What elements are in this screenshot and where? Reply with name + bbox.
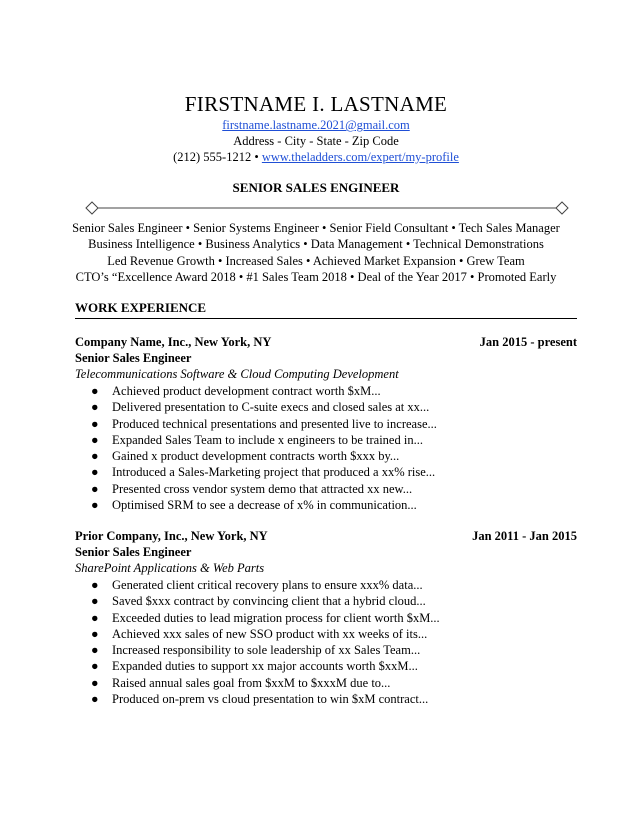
section-title-work-experience: WORK EXPERIENCE bbox=[75, 300, 207, 315]
headline: SENIOR SALES ENGINEER bbox=[232, 180, 400, 195]
achievement-item bbox=[75, 384, 577, 400]
job-dates: Jan 2015 - present bbox=[479, 335, 577, 349]
achievement-item bbox=[75, 400, 577, 416]
contact-separator: • bbox=[254, 150, 259, 164]
achievement-list bbox=[75, 384, 577, 514]
bullet-icon: ● bbox=[91, 626, 99, 641]
achievement-item bbox=[75, 578, 577, 594]
keyword-line-4: CTO’s “Excellence Award 2018 • #1 Sales Team 2018 • Deal of the Year 2017 • Promoted Early bbox=[75, 270, 557, 284]
company-name: Prior Company, Inc., New York, NY bbox=[75, 529, 268, 543]
achievement-text: Presented cross vendor system demo that attracted xx new... bbox=[112, 481, 413, 496]
bullet-icon: ● bbox=[91, 465, 99, 480]
achievement-text: Delivered presentation to C-suite execs and closed sales at xx... bbox=[112, 400, 430, 415]
contact-line bbox=[0, 150, 632, 165]
diamond-divider bbox=[85, 201, 569, 215]
job-focus: SharePoint Applications & Web Parts bbox=[75, 561, 265, 575]
bullet-icon: ● bbox=[91, 675, 99, 690]
diamond-right-icon bbox=[556, 202, 568, 214]
job-entry bbox=[75, 335, 577, 514]
achievement-item bbox=[75, 433, 577, 449]
job-entry bbox=[75, 529, 577, 708]
section-rule bbox=[75, 318, 577, 319]
achievement-item bbox=[75, 498, 577, 514]
achievement-item bbox=[75, 676, 577, 692]
achievement-text: Increased responsibility to sole leadership of xx Sales Team... bbox=[112, 643, 421, 658]
email-link[interactable]: firstname.lastname.2021@gmail.com bbox=[222, 118, 410, 132]
achievement-item bbox=[75, 449, 577, 465]
phone-number: (212) 555-1212 bbox=[173, 150, 252, 164]
achievement-item bbox=[75, 627, 577, 643]
bullet-icon: ● bbox=[91, 659, 99, 674]
achievement-item bbox=[75, 417, 577, 433]
achievement-text: Saved $xxx contract by convincing client that a hybrid cloud... bbox=[112, 594, 426, 609]
keyword-line-3: Led Revenue Growth • Increased Sales • Achieved Market Expansion • Grew Team bbox=[107, 254, 525, 268]
bullet-icon: ● bbox=[91, 432, 99, 447]
bullet-icon: ● bbox=[91, 610, 99, 625]
achievement-item bbox=[75, 594, 577, 610]
job-role: Senior Sales Engineer bbox=[75, 545, 192, 559]
achievement-text: Gained x product development contracts worth $xxx by... bbox=[112, 449, 400, 464]
achievement-item bbox=[75, 611, 577, 627]
achievement-text: Generated client critical recovery plans to ensure xxx% data... bbox=[112, 578, 423, 592]
job-dates: Jan 2011 - Jan 2015 bbox=[472, 529, 577, 543]
achievement-text: Introduced a Sales-Marketing project that produced a xx% rise... bbox=[112, 465, 436, 480]
profile-link[interactable]: www.theladders.com/expert/my-profile bbox=[261, 150, 459, 164]
bullet-icon: ● bbox=[91, 384, 99, 398]
bullet-icon: ● bbox=[91, 400, 99, 415]
achievement-text: Achieved product development contract worth $xM... bbox=[112, 384, 381, 398]
email-line bbox=[0, 118, 632, 133]
achievement-item bbox=[75, 659, 577, 675]
address-line: Address - City - State - Zip Code bbox=[233, 134, 399, 148]
achievement-item bbox=[75, 643, 577, 659]
bullet-icon: ● bbox=[91, 416, 99, 431]
bullet-icon: ● bbox=[91, 594, 99, 609]
job-focus: Telecommunications Software & Cloud Computing Development bbox=[75, 367, 399, 381]
achievement-list bbox=[75, 578, 577, 708]
job-header bbox=[75, 335, 577, 351]
bullet-icon: ● bbox=[91, 498, 99, 513]
candidate-name: FIRSTNAME I. LASTNAME bbox=[184, 92, 448, 116]
keyword-line-2: Business Intelligence • Business Analytics • Data Management • Technical Demonstrations bbox=[88, 237, 544, 251]
achievement-text: Expanded duties to support xx major accounts worth $xxM... bbox=[112, 659, 418, 674]
bullet-icon: ● bbox=[91, 578, 99, 592]
diamond-left-icon bbox=[86, 202, 98, 214]
achievement-text: Exceeded duties to lead migration process for client worth $xM... bbox=[112, 610, 440, 625]
job-header bbox=[75, 529, 577, 545]
achievement-text: Optimised SRM to see a decrease of x% in communication... bbox=[112, 498, 417, 513]
bullet-icon: ● bbox=[91, 692, 99, 707]
achievement-text: Achieved xxx sales of new SSO product with xx weeks of its... bbox=[112, 626, 428, 641]
job-role: Senior Sales Engineer bbox=[75, 351, 192, 365]
achievement-text: Produced technical presentations and presented live to increase... bbox=[112, 416, 437, 431]
company-name: Company Name, Inc., New York, NY bbox=[75, 335, 272, 349]
achievement-text: Expanded Sales Team to include x engineers to be trained in... bbox=[112, 432, 423, 447]
achievement-text: Raised annual sales goal from $xxM to $xxxM due to... bbox=[112, 675, 391, 690]
achievement-text: Produced on-prem vs cloud presentation to win $xM contract... bbox=[112, 692, 429, 707]
bullet-icon: ● bbox=[91, 449, 99, 464]
bullet-icon: ● bbox=[91, 643, 99, 658]
bullet-icon: ● bbox=[91, 481, 99, 496]
achievement-item bbox=[75, 482, 577, 498]
keyword-line-1: Senior Sales Engineer • Senior Systems Engineer • Senior Field Consultant • Tech Sales Manager bbox=[72, 221, 560, 235]
achievement-item bbox=[75, 465, 577, 481]
achievement-item bbox=[75, 692, 577, 708]
